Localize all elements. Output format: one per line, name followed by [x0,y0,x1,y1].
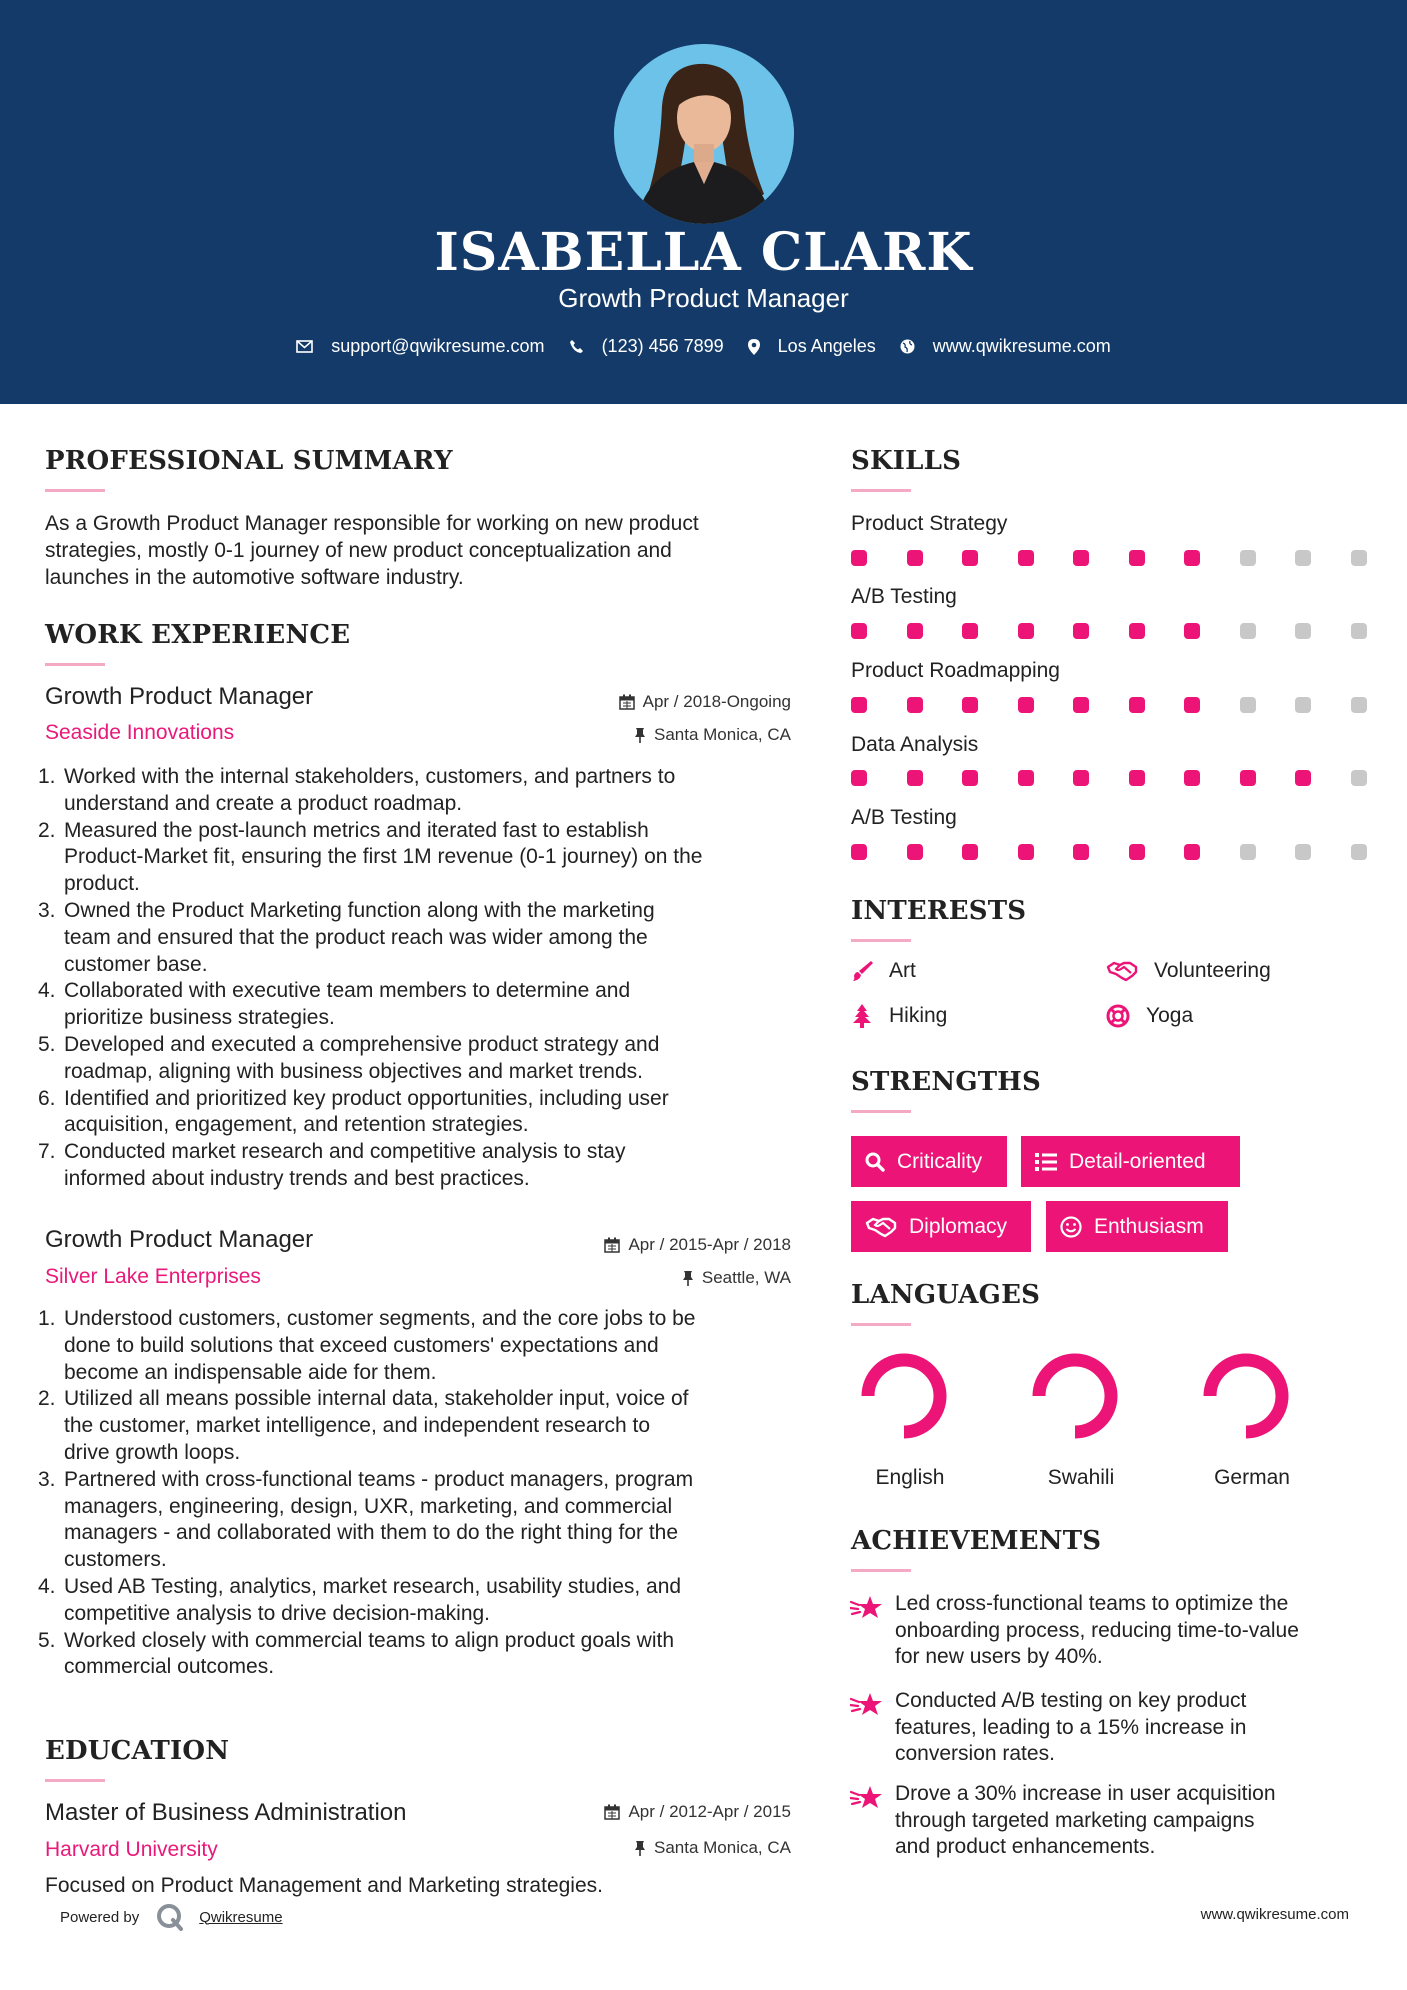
skill-dot-filled [1129,697,1145,713]
education-heading-rule [45,1779,105,1782]
achievement-line: Conducted A/B testing on key product [895,1689,1247,1712]
powered-by-label: Powered by [60,1908,140,1926]
achievement-item [895,1688,1365,1768]
candidate-name: ISABELLA CLARK [434,222,973,283]
profile-photo [614,44,794,224]
achievements-heading: ACHIEVEMENTS [851,1526,1102,1556]
education-location-text: Santa Monica, CA [653,1838,791,1857]
skill-rating [851,550,1371,570]
experience-heading-rule [45,663,105,666]
pushpin-icon [634,727,646,743]
job-dates [500,1235,791,1255]
job-company: Seaside Innovations [45,721,235,744]
shooting-star-icon [850,1594,884,1622]
pushpin-icon [634,1840,646,1856]
skill-dot-filled [907,770,923,786]
responsibility-line: Understood customers, customer segments, and the core jobs to be [64,1307,696,1330]
language-name: German [1214,1466,1290,1489]
skill-dot-filled [851,623,867,639]
skill-dot-filled [1018,550,1034,566]
skill-dot-filled [1073,550,1089,566]
skill-dot-filled [1184,697,1200,713]
summary-heading: PROFESSIONAL SUMMARY [45,446,453,476]
list-number: 5. [38,1628,56,1652]
strengths-heading-rule [851,1110,911,1113]
job-dates [500,692,791,712]
language-name: Swahili [1047,1466,1115,1489]
strength-label: Diplomacy [909,1214,1008,1238]
interest-item [851,1004,947,1028]
responsibility-item [38,1467,805,1574]
summary-heading-rule [45,489,105,492]
skill-dot-filled [851,770,867,786]
strength-label: Detail-oriented [1069,1149,1206,1173]
interest-item [1106,959,1271,983]
skill-dot-filled [1129,550,1145,566]
summary-line: As a Growth Product Manager responsible for working on new product [45,512,699,535]
summary-text [45,510,805,591]
skill-dot-filled [1184,844,1200,860]
contact-phone-text: (123) 456 7899 [601,336,724,356]
responsibility-line: Measured the post-launch metrics and iterated fast to establish [64,818,649,842]
responsibility-line: Owned the Product Marketing function along with the marketing [64,898,655,922]
handshake-icon [865,1216,897,1238]
responsibility-line: Worked closely with commercial teams to align product goals with [64,1628,675,1652]
skill-dot-empty [1240,844,1256,860]
skill-dot-filled [962,623,978,639]
responsibility-item [38,1386,805,1466]
responsibility-item [38,1086,805,1140]
achievement-item [895,1591,1365,1671]
list-number: 1. [38,1307,56,1330]
search-icon [865,1152,885,1172]
responsibility-item [38,764,805,818]
skill-dot-filled [1018,844,1034,860]
responsibility-line: prioritize business strategies. [64,1006,335,1030]
contact-website-text: www.qwikresume.com [932,336,1111,356]
list-number: 1. [38,765,56,788]
map-pin-icon [748,339,760,355]
interest-item [851,959,916,983]
responsibility-line: done to build solutions that exceed customers' expectations and [64,1333,659,1357]
skill-dot-empty [1295,697,1311,713]
skill-dot-filled [851,697,867,713]
skill-dot-empty [1351,844,1367,860]
skill-dot-filled [1129,770,1145,786]
responsibility-item [38,1628,805,1682]
responsibility-line: become an indispensable aide for them. [64,1360,437,1384]
responsibility-line: customer base. [64,952,208,976]
job-location [500,1268,791,1288]
skill-dot-filled [1184,770,1200,786]
responsibility-line: Identified and prioritized key product opportunities, including user [64,1086,669,1110]
skill-dot-filled [962,844,978,860]
achievement-line: Led cross-functional teams to optimize the [895,1592,1289,1615]
responsibility-line: managers, engineering, design, UXR, marketing, and commercial [64,1494,673,1518]
summary-line: launches in the automotive software industry. [45,566,464,589]
skill-dot-empty [1295,550,1311,566]
skill-dot-filled [907,550,923,566]
responsibility-item [38,1032,805,1086]
skill-dot-filled [962,550,978,566]
job-location-text: Santa Monica, CA [653,725,791,744]
responsibility-item [38,1306,805,1386]
skill-dot-filled [962,770,978,786]
skill-dot-filled [907,697,923,713]
skill-dot-filled [1073,844,1089,860]
contact-bar [0,336,1407,357]
strength-label: Enthusiasm [1094,1214,1204,1238]
skills-heading: SKILLS [851,446,962,476]
job-dates-text: Apr / 2018-Ongoing [642,692,791,711]
language-name: English [875,1466,945,1489]
skill-name: Data Analysis [851,733,979,756]
handshake-icon [1106,960,1138,982]
contact-email[interactable] [296,336,544,357]
interest-label: Yoga [1146,1004,1194,1027]
responsibility-line: customers. [64,1548,167,1572]
responsibility-line: understand and create a product roadmap. [64,791,463,815]
achievement-line: through targeted marketing campaigns [895,1808,1255,1832]
calendar-icon [604,1237,620,1253]
contact-phone[interactable] [569,336,724,357]
skill-dot-filled [1018,770,1034,786]
job-company: Silver Lake Enterprises [45,1265,261,1288]
skill-name: A/B Testing [851,585,957,608]
language-proficiency-ring [856,1348,952,1444]
responsibility-line: competitive analysis to drive decision-making. [64,1601,491,1625]
skill-dot-empty [1351,770,1367,786]
skill-rating [851,697,1371,717]
responsibility-line: drive growth loops. [64,1440,241,1464]
summary-line: strategies, mostly 0-1 journey of new product conceptualization and [45,539,672,562]
list-number: 5. [38,1032,56,1056]
language-proficiency-ring [1027,1348,1123,1444]
skill-dot-filled [962,697,978,713]
strength-label: Criticality [897,1149,983,1173]
skill-dot-filled [1129,623,1145,639]
list-number: 2. [38,818,56,842]
list-number: 3. [38,898,56,922]
list-number: 6. [38,1086,56,1110]
education-location [500,1838,791,1858]
interest-label: Art [889,959,916,982]
strength-tag [1021,1136,1240,1187]
globe-icon [900,339,915,354]
skill-dot-filled [1018,623,1034,639]
list-number: 7. [38,1140,56,1164]
qwikresume-link[interactable]: Qwikresume [199,1908,283,1926]
degree-title: Master of Business Administration [45,1799,407,1826]
responsibility-item [38,978,805,1032]
skill-dot-filled [1184,623,1200,639]
calendar-icon [604,1804,620,1820]
interests-heading: INTERESTS [851,896,1027,926]
responsibility-line: roadmap, aligning with business objectives and market trends. [64,1059,643,1083]
smile-icon [1060,1216,1082,1238]
responsibility-line: managers - and collaborated with them to do the right thing for the [64,1521,679,1545]
language-ring-arc [1210,1360,1282,1432]
strengths-heading: STRENGTHS [851,1067,1042,1097]
skill-rating [851,623,1371,643]
lifebuoy-icon [1106,1004,1130,1028]
skill-dot-empty [1351,550,1367,566]
powered-by [60,1902,283,1932]
job-location [500,725,791,745]
pushpin-icon [682,1270,694,1286]
job-location-text: Seattle, WA [701,1268,791,1287]
paintbrush-icon [851,960,873,982]
skill-rating [851,770,1371,790]
skill-dot-empty [1351,623,1367,639]
achievement-line: conversion rates. [895,1742,1055,1766]
contact-email-text: support@qwikresume.com [331,336,545,356]
skill-dot-filled [907,844,923,860]
skill-dot-empty [1240,550,1256,566]
school-name: Harvard University [45,1838,218,1861]
strength-tag [851,1201,1031,1252]
responsibility-line: commercial outcomes. [64,1655,275,1679]
skill-dot-filled [1129,844,1145,860]
interest-label: Hiking [889,1004,948,1027]
experience-heading: WORK EXPERIENCE [45,620,351,650]
skills-heading-rule [851,489,911,492]
responsibility-line: informed about industry trends and best practices. [64,1166,530,1190]
shooting-star-icon [850,1784,884,1812]
skill-name: Product Roadmapping [851,659,1060,682]
list-number: 4. [38,979,56,1003]
contact-location-text: Los Angeles [777,336,876,356]
job-responsibilities-list [38,1306,805,1681]
achievements-heading-rule [851,1569,911,1572]
strength-tag [851,1136,1007,1187]
shooting-star-icon [850,1691,884,1719]
responsibility-item [38,818,805,898]
list-number: 3. [38,1467,56,1491]
skill-rating [851,844,1371,864]
phone-icon [569,339,584,354]
responsibility-line: Developed and executed a comprehensive product strategy and [64,1032,660,1056]
responsibility-line: Partnered with cross-functional teams - product managers, program [64,1467,694,1491]
skill-dot-filled [1240,770,1256,786]
list-number: 4. [38,1574,56,1598]
skill-dot-empty [1295,623,1311,639]
skill-dot-filled [1018,697,1034,713]
strength-tag [1046,1201,1228,1252]
calendar-icon [619,694,635,710]
responsibility-line: Conducted market research and competitive analysis to stay [64,1140,626,1164]
contact-website[interactable] [900,336,1111,357]
list-icon [1035,1153,1057,1171]
job-responsibilities-list [38,764,805,1193]
responsibility-line: Used AB Testing, analytics, market research, usability studies, and [64,1574,682,1598]
skill-dot-empty [1295,844,1311,860]
envelope-icon [296,340,313,353]
skill-dot-filled [1184,550,1200,566]
responsibility-line: Product-Market fit, ensuring the first 1M revenue (0-1 journey) on the [64,845,703,869]
interest-label: Volunteering [1154,959,1271,982]
language-ring-arc [868,1360,940,1432]
achievement-line: for new users by 40%. [895,1645,1103,1669]
skill-name: Product Strategy [851,512,1008,535]
achievement-line: onboarding process, reducing time-to-value [895,1618,1299,1642]
contact-location [748,336,876,357]
education-dates-text: Apr / 2012-Apr / 2015 [628,1802,791,1821]
job-title: Growth Product Manager [45,1226,314,1253]
language-proficiency-ring [1198,1348,1294,1444]
tree-icon [851,1004,873,1028]
responsibility-item [38,898,805,978]
skill-dot-empty [1240,623,1256,639]
education-description: Focused on Product Management and Marketing strategies. [45,1874,603,1897]
candidate-role: Growth Product Manager [558,283,849,313]
skill-dot-filled [907,623,923,639]
responsibility-item [38,1574,805,1628]
list-number: 2. [38,1387,56,1411]
footer-website[interactable]: www.qwikresume.com [1200,1906,1349,1923]
languages-heading-rule [851,1323,911,1326]
person-portrait-image [614,44,794,224]
education-dates [500,1802,791,1822]
achievement-item [895,1781,1365,1861]
languages-heading: LANGUAGES [851,1280,1041,1310]
qwikresume-logo-icon [155,1902,185,1932]
interests-heading-rule [851,939,911,942]
responsibility-line: Collaborated with executive team members to determine and [64,979,631,1003]
responsibility-line: Utilized all means possible internal data, stakeholder input, voice of [64,1387,689,1411]
language-ring-arc [1039,1360,1111,1432]
skill-dot-filled [1073,770,1089,786]
responsibility-line: acquisition, engagement, and retention strategies. [64,1113,529,1137]
education-heading: EDUCATION [45,1736,230,1766]
resume-header [0,0,1407,404]
skill-dot-filled [851,550,867,566]
skill-dot-filled [1073,623,1089,639]
skill-dot-filled [1295,770,1311,786]
skill-dot-filled [1073,697,1089,713]
skill-name: A/B Testing [851,806,957,829]
skill-dot-empty [1351,697,1367,713]
achievement-line: features, leading to a 15% increase in [895,1715,1247,1739]
responsibility-line: team and ensured that the product reach was wider among the [64,925,648,949]
job-title: Growth Product Manager [45,683,314,710]
skill-dot-empty [1240,697,1256,713]
responsibility-line: product. [64,872,140,896]
responsibility-line: the customer, market intelligence, and independent research to [64,1414,651,1438]
achievement-line: and product enhancements. [895,1835,1156,1859]
interest-item [1106,1004,1193,1028]
responsibility-line: Worked with the internal stakeholders, customers, and partners to [64,765,676,788]
achievement-line: Drove a 30% increase in user acquisition [895,1782,1276,1805]
skill-dot-filled [851,844,867,860]
job-dates-text: Apr / 2015-Apr / 2018 [628,1235,791,1254]
responsibility-item [38,1139,805,1193]
